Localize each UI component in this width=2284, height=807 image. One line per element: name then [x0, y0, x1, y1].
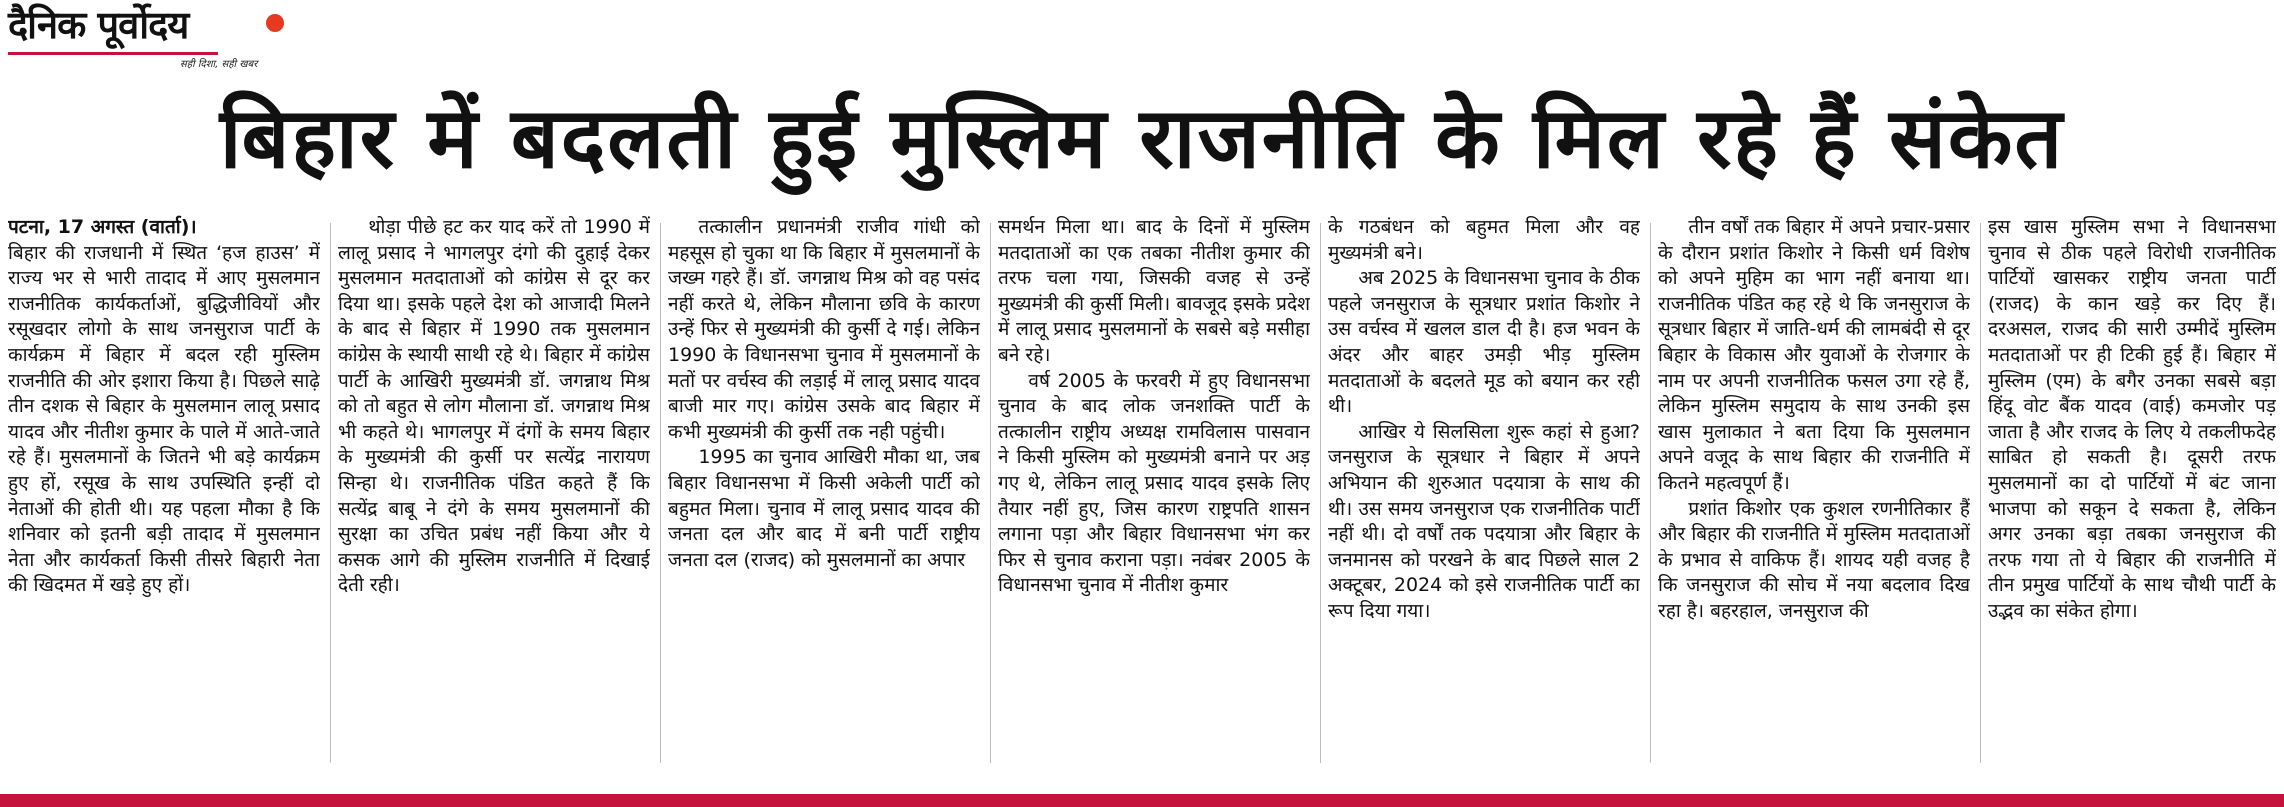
article-paragraph: थोड़ा पीछे हट कर याद करें तो 1990 में लालू प्रसाद ने भागलपुर दंगो की दुहाई देकर मुसलमान मतदाताओं को कांग्रेस से दूर कर दिया था। इसके पहले देश को आजादी मिलने के बाद से बिहार में 1990 तक मुसलमान कांग्रेस के स्थायी साथी रहे थे। बिहार में कांग्रेस पार्टी के आखिरी मुख्यमंत्री डॉ. जगन्नाथ मिश्र को तो बहुत से लोग मौलाना डॉ. जगन्नाथ मिश्र भी कहते थे। भागलपुर में दंगों के समय बिहार के मुख्यमंत्री की कुर्सी पर सत्येंद्र नारायण सिन्हा थे। राजनीतिक पंडित कहते हैं कि सत्येंद्र बाबू ने दंगे के समय मुसलमानों की सुरक्षा का उचित प्रबंध नहीं किया और ये कसक आगे की मुस्लिम राजनीति में दिखाई देती रही।: [338, 216, 650, 597]
article-column-3: [668, 215, 980, 775]
article-dateline: पटना, 17 अगस्त (वार्ता)।: [8, 216, 197, 238]
article-paragraph: तत्कालीन प्रधानमंत्री राजीव गांधी को महसूस हो चुका था कि बिहार में मुसलमानों के जख्म गहरे हैं। डॉ. जगन्नाथ मिश्र को वह पसंद नहीं करते थे, लेकिन मौलाना छवि के कारण उन्हें फिर से मुख्यमंत्री की कुर्सी दे गई। लेकिन 1990 के विधानसभा चुनाव में मुसलमानों के मतों पर वर्चस्व की लड़ाई में लालू प्रसाद यादव बाजी मार गए। कांग्रेस उसके बाद बिहार में कभी मुख्यमंत्री की कुर्सी तक नही पहुंची।: [668, 216, 980, 443]
article-body: [8, 215, 2278, 775]
article-paragraph: प्रशांत किशोर एक कुशल रणनीतिकार हैं और बिहार की राजनीति में मुस्लिम मतदाताओं के प्रभाव से वाकिफ हैं। शायद यही वजह है कि जनसुराज की सोच में नया बदलाव दिख रहा है। बहरहाल, जनसुराज की: [1658, 497, 1970, 622]
article-paragraph: अब 2025 के विधानसभा चुनाव के ठीक पहले जनसुराज के सूत्रधार प्रशांत किशोर ने उस वर्चस्व में खलल डाल दी है। हज भवन के अंदर और बाहर उमड़ी भीड़ मुस्लिम मतदाताओं के बदलते मूड को बयान कर रही थी।: [1328, 267, 1640, 418]
column-divider: [990, 223, 991, 763]
article-column-1: [8, 215, 320, 775]
footer-accent-band: [0, 794, 2284, 807]
column-divider: [330, 223, 331, 763]
article-column-4: [998, 215, 1310, 775]
article-paragraph: 1995 का चुनाव आखिरी मौका था, जब बिहार विधानसभा में किसी अकेली पार्टी को बहुमत मिला। चुनाव में लालू प्रसाद यादव की जनता दल और बाद में बनी पार्टी राष्ट्रीय जनता दल (राजद) को मुसलमानों का अपार: [668, 446, 980, 571]
column-divider: [1980, 223, 1981, 763]
article-paragraph: के गठबंधन को बहुमत मिला और वह मुख्यमंत्री बने।: [1328, 216, 1640, 264]
masthead-tagline: सही दिशा, सही खबर: [180, 59, 258, 70]
column-divider: [660, 223, 661, 763]
article-paragraph: समर्थन मिला था। बाद के दिनों में मुस्लिम मतदाताओं का एक तबका नीतीश कुमार की तरफ चला गया, जिसकी वजह से उन्हें मुख्यमंत्री की कुर्सी मिली। बावजूद इसके प्रदेश में लालू प्रसाद मुसलमानों के सबसे बड़े मसीहा बने रहे।: [998, 216, 1310, 366]
article-column-5: [1328, 215, 1640, 775]
article-paragraph: वर्ष 2005 के फरवरी में हुए विधानसभा चुनाव के बाद लोक जनशक्ति पार्टी के तत्कालीन राष्ट्रीय अध्यक्ष रामविलास पासवान ने किसी मुस्लिम को मुख्यमंत्री बनाने पर अड़ गए थे, लेकिन लालू प्रसाद यादव इसके लिए तैयार नहीं हुए, जिस कारण राष्ट्रपति शासन लगाना पड़ा और बिहार विधानसभा भंग कर फिर से चुनाव कराना पड़ा। नवंबर 2005 के विधानसभा चुनाव में नीतीश कुमार: [998, 369, 1310, 597]
article-column-2: [338, 215, 650, 775]
article-text: बिहार की राजधानी में स्थित ‘हज हाउस’ में राज्य भर से भारी तादाद में आए मुसलमान राजनीतिक कार्यकर्ताओं, बुद्धिजीवियों और रसूखदार लोगो के साथ जनसुराज पार्टी के कार्यक्रम में बिहार में बदल रही मुस्लिम राजनीति की ओर इशारा किया है। पिछले साढ़े तीन दशक से बिहार के मुसलमान लालू प्रसाद यादव और नीतीश कुमार के पाले में आते-जाते रहे हैं। मुसलमानों के जितने भी बड़े कार्यक्रम हुए हों, रसूख के साथ उपस्थिति इन्हीं दो नेताओं की होती थी। यह पहला मौका है कि शनिवार को इतनी बड़ी तादाद में मुसलमान नेता और कार्यकर्ता किसी तीसरे बिहारी नेता की खिदमत में खड़े हुए हों।: [8, 241, 320, 597]
masthead: [8, 4, 298, 70]
article-paragraph: इस खास मुस्लिम सभा ने विधानसभा चुनाव से ठीक पहले विरोधी राजनीतिक पार्टियों खासकर राष्ट्रीय जनता पार्टी (राजद) के कान खड़े कर दिए हैं। दरअसल, राजद की सारी उम्मीदें मुस्लिम मतदाताओं पर ही टिकी हुई हैं। बिहार में मुस्लिम (एम) के बगैर उनका सबसे बड़ा हिंदू वोट बैंक यादव (वाई) कमजोर पड़ जाता है और राजद के लिए ये तकलीफदेह साबित हो सकती है। दूसरी तरफ मुसलमानों का दो पार्टियों में बंट जाना भाजपा को सकून दे सकता है, लेकिन अगर उनका बड़ा तबका जनसुराज की तरफ गया तो ये बिहार की राजनीति में तीन प्रमुख पार्टियों के साथ चौथी पार्टी के उद्भव का संकेत होगा।: [1988, 216, 2276, 622]
column-divider: [1650, 223, 1651, 763]
logo-dot-icon: [266, 14, 284, 32]
masthead-rule: [8, 52, 218, 55]
article-paragraph: [8, 215, 320, 599]
article-column-6: [1658, 215, 1970, 775]
column-divider: [1320, 223, 1321, 763]
article-paragraph: आखिर ये सिलसिला शुरू कहां से हुआ? जनसुराज के सूत्रधार ने बिहार में अपने अभियान की शुरुआत पदयात्रा के साथ की थी। उस समय जनसुराज एक राजनीतिक पार्टी नहीं थी। दो वर्षों तक पदयात्रा और बिहार के जनमानस को परखने के बाद पिछले साल 2 अक्टूबर, 2024 को इसे राजनीतिक पार्टी का रूप दिया गया।: [1328, 420, 1640, 622]
article-paragraph: तीन वर्षों तक बिहार में अपने प्रचार-प्रसार के दौरान प्रशांत किशोर ने किसी धर्म विशेष को अपने मुहिम का भाग नहीं बनाया था। राजनीतिक पंडित कह रहे थे कि जनसुराज के सूत्रधार बिहार में जाति-धर्म की लामबंदी से दूर बिहार के विकास और युवाओं के रोजगार के नाम पर अपनी राजनीतिक फसल उगा रहे हैं, लेकिन मुस्लिम समुदाय के साथ उनकी इस खास मुलाकात ने बता दिया कि मुसलमान अपने वजूद के साथ बिहार की राजनीति में कितने महत्वपूर्ण हैं।: [1658, 216, 1970, 494]
article-column-7: [1988, 215, 2276, 775]
newspaper-logo: दैनिक पूर्वोदय: [8, 2, 189, 47]
article-headline: बिहार में बदलती हुई मुस्लिम राजनीति के मिल रहे हैं संकेत: [219, 89, 2065, 187]
